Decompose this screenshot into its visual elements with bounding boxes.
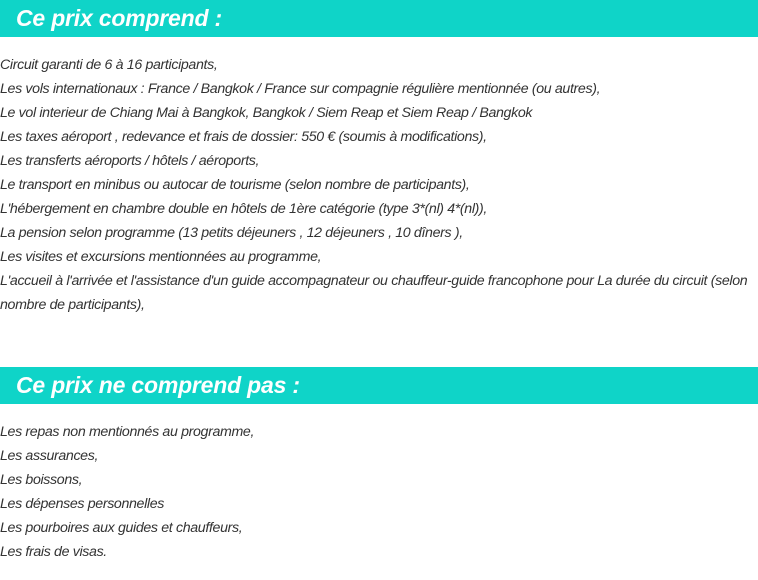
list-item: Les transferts aéroports / hôtels / aéroports, (0, 153, 260, 169)
price-excludes-list (0, 420, 758, 564)
list-item: Les frais de visas. (0, 544, 107, 560)
price-excludes-header (0, 367, 758, 404)
price-includes-title: Ce prix comprend : (16, 5, 222, 31)
list-item: Les repas non mentionnés au programme, (0, 424, 255, 440)
price-excludes-title: Ce prix ne comprend pas : (16, 372, 300, 398)
list-item: Les vols internationaux : France / Bangkok / France sur compagnie régulière mentionnée (ou autres), (0, 81, 601, 97)
list-item: Les taxes aéroport , redevance et frais de dossier: 550 € (soumis à modifications), (0, 129, 487, 145)
list-item: La pension selon programme (13 petits déjeuners , 12 déjeuners , 10 dîners ), (0, 225, 463, 241)
list-item: Les visites et excursions mentionnées au programme, (0, 249, 322, 265)
list-item: L'hébergement en chambre double en hôtels de 1ère catégorie (type 3*(nl) 4*(nl)), (0, 201, 487, 217)
list-item: L'accueil à l'arrivée et l'assistance d'un guide accompagnateur ou chauffeur-guide francophone pour La durée du circuit (selon nombre de participants), (0, 273, 748, 313)
price-includes-list (0, 53, 758, 317)
list-item: Le transport en minibus ou autocar de tourisme (selon nombre de participants), (0, 177, 470, 193)
list-item: Circuit garanti de 6 à 16 participants, (0, 57, 218, 73)
list-item: Le vol interieur de Chiang Mai à Bangkok, Bangkok / Siem Reap et Siem Reap / Bangkok (0, 105, 533, 121)
list-item: Les boissons, (0, 472, 83, 488)
price-includes-header (0, 0, 758, 37)
list-item: Les assurances, (0, 448, 99, 464)
list-item: Les pourboires aux guides et chauffeurs, (0, 520, 243, 536)
price-excludes-section (0, 367, 758, 564)
list-item: Les dépenses personnelles (0, 496, 164, 512)
